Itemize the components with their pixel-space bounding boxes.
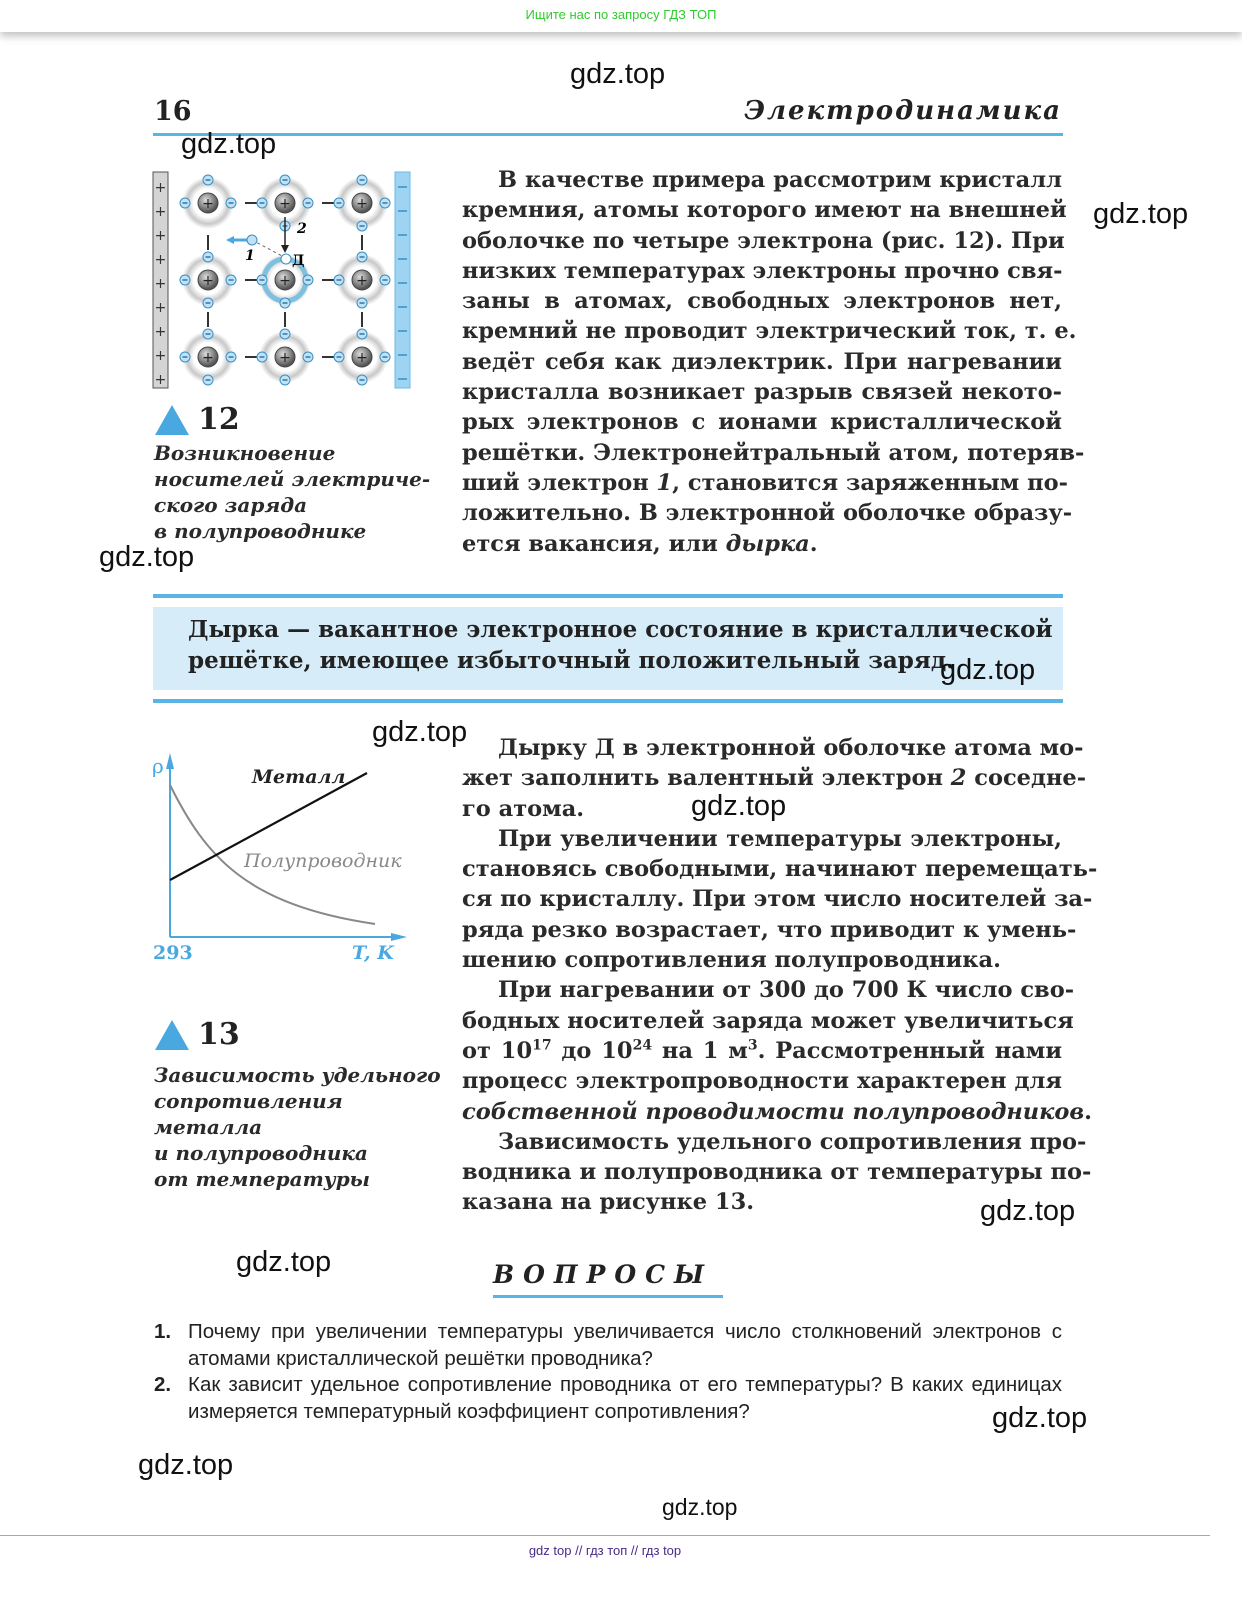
text-segment: бодных носителей заряда может увеличиться (462, 1007, 1074, 1034)
text-segment: ся по кристаллу. При этом число носителей за- (462, 886, 1093, 913)
electron (203, 252, 213, 262)
page-number: 16 (154, 96, 192, 127)
text-segment: на 1 м (652, 1037, 748, 1064)
electron (257, 275, 267, 285)
electron (357, 221, 367, 231)
electron (226, 198, 236, 208)
text-segment: оболочке по четыре электрона (рис. 12). При (462, 227, 1065, 254)
text-line (462, 1006, 1074, 1036)
section-title: Электродинамика (744, 96, 1062, 126)
figure-12-caption: Возникновение носителей электриче- ского заряда в полупроводнике (154, 441, 431, 543)
plus-sign: + (154, 300, 167, 316)
text-segment: кремния, атомы которого имеют на внешней (462, 197, 1067, 224)
text-segment: собственной проводимости полупроводников (462, 1098, 1085, 1125)
watermark: gdz.top (372, 716, 468, 748)
metal-label: Металл (252, 766, 346, 788)
electron (334, 275, 344, 285)
electron (203, 298, 213, 308)
electron (203, 175, 213, 185)
watermark: gdz.top (992, 1402, 1088, 1434)
questions-title: ВОПРОСЫ (493, 1260, 714, 1289)
definition-text: Дырка — вакантное электронное состояние в кристаллической решётке, имеющее избыточный положительный заряд. (188, 616, 1053, 674)
x-origin-label: 293 (153, 942, 193, 964)
electron (226, 275, 236, 285)
text-segment: ложительно. В электронной оболочке образу- (462, 500, 1073, 527)
figure-12-crystal-lattice (150, 165, 420, 395)
svg-text:+: + (279, 273, 291, 289)
text-segment: . Рассмотренный нами (757, 1037, 1063, 1064)
watermark: gdz.top (570, 58, 666, 90)
plus-sign: + (154, 276, 167, 292)
electron (357, 329, 367, 339)
electron (357, 252, 367, 262)
text-segment: решётки. Электронейтральный атом, потеряв- (462, 439, 1085, 466)
svg-text:+: + (356, 273, 368, 289)
text-segment: 2 (950, 765, 967, 792)
question-2: 2. Как зависит удельное сопротивление проводника от его температуры? В каких единицах измеряется температурный коэффициент сопротивления? (154, 1373, 1062, 1423)
definition-bottom-rule (153, 699, 1063, 703)
text-line (462, 316, 1077, 346)
figure-marker-icon (155, 405, 189, 435)
x-axis-label: T, K (352, 942, 394, 964)
electron (380, 198, 390, 208)
watermark: gdz.top (662, 1494, 738, 1520)
text-segment: 17 (532, 1037, 552, 1054)
text-segment: го атома. (462, 795, 585, 822)
electron (280, 298, 290, 308)
text-segment: 3 (747, 1037, 758, 1054)
text-segment: процесс электропроводности характерен для (462, 1068, 1062, 1095)
text-line (462, 468, 1068, 498)
text-line (462, 347, 1062, 377)
text-line (462, 1097, 1092, 1127)
label-hole: Д (292, 253, 305, 269)
svg-text:+: + (202, 273, 214, 289)
text-segment: При нагревании от 300 до 700 К число сво- (498, 977, 1075, 1004)
plus-sign: + (154, 348, 167, 364)
electron (380, 275, 390, 285)
electron (203, 329, 213, 339)
figure-13-number: 13 (198, 1017, 240, 1052)
text-line (462, 854, 1098, 884)
text-line (462, 498, 1073, 528)
semiconductor-label: Полупроводник (244, 850, 402, 872)
footer-links[interactable]: gdz top // гдз топ // гдз top (528, 1543, 682, 1558)
text-segment: до 10 (551, 1037, 633, 1064)
text-segment: При увеличении температуры электроны, (498, 825, 1062, 852)
text-line (462, 1157, 1092, 1187)
watermark: gdz.top (980, 1195, 1076, 1227)
text-line (462, 438, 1085, 468)
watermark: gdz.top (99, 541, 195, 573)
footer-divider (0, 1535, 1210, 1536)
electron (180, 352, 190, 362)
electron (280, 329, 290, 339)
text-segment: кремний не проводит электрический ток, т. е. (462, 318, 1077, 345)
plus-sign: + (154, 372, 167, 388)
text-segment: . (1084, 1098, 1092, 1125)
text-line (462, 1127, 1087, 1157)
electron (180, 275, 190, 285)
banner-text: Ищите нас по запросу ГДЗ ТОП (525, 7, 717, 22)
figure-marker-icon (155, 1020, 189, 1050)
electron (357, 175, 367, 185)
svg-text:+: + (356, 350, 368, 366)
svg-text:+: + (279, 196, 291, 212)
electron (334, 352, 344, 362)
text-line (462, 975, 1075, 1005)
electron (203, 375, 213, 385)
watermark: gdz.top (236, 1246, 332, 1278)
atom (257, 329, 313, 385)
electron (280, 175, 290, 185)
plus-sign: + (154, 324, 167, 340)
atom (334, 329, 390, 385)
text-segment: дырка (725, 530, 810, 557)
question-1: 1. Почему при увеличении температуры увеличивается число столкновений электронов с атомами кристаллической решётки проводника? (154, 1320, 1062, 1370)
watermark: gdz.top (940, 654, 1036, 686)
electron (303, 198, 313, 208)
text-segment: водника и полупроводника от температуры по- (462, 1159, 1092, 1186)
text-segment: ший электрон (462, 469, 657, 496)
figure-12-number: 12 (198, 402, 240, 437)
text-segment: жет заполнить валентный электрон (462, 765, 951, 792)
text-line (462, 377, 1062, 407)
top-banner (0, 0, 1242, 32)
text-segment: ется вакансия, или (462, 530, 726, 557)
text-segment: шению сопротивления полупроводника. (462, 947, 1001, 974)
free-electron (247, 235, 257, 245)
text-segment: низких температурах электроны прочно свя- (462, 257, 1063, 284)
header-divider (153, 133, 1063, 136)
text-segment: кристалла возникает разрыв связей некото- (462, 379, 1062, 406)
text-segment: рых электронов с ионами кристаллической (462, 409, 1062, 436)
svg-text:+: + (202, 350, 214, 366)
atom (334, 252, 390, 308)
label-1: 1 (245, 248, 255, 264)
text-segment: ряда резко возрастает, что приводит к умень- (462, 916, 1077, 943)
figure-13-graph (145, 745, 425, 975)
text-line (462, 824, 1062, 854)
text-line (462, 1066, 1062, 1096)
text-line (462, 733, 1084, 763)
y-axis-label: ρ (152, 754, 164, 778)
text-segment: от 10 (462, 1037, 533, 1064)
text-segment: Дырку Д в электронной оболочке атома мо- (498, 735, 1084, 761)
atom (180, 175, 236, 229)
electron (380, 352, 390, 362)
text-line (462, 195, 1067, 225)
electron (257, 198, 267, 208)
text-line (462, 884, 1093, 914)
svg-text:+: + (356, 196, 368, 212)
electron (303, 275, 313, 285)
text-segment: соседне- (966, 765, 1087, 792)
text-segment: становясь свободными, начинают перемещать- (462, 856, 1098, 883)
text-line (462, 407, 1062, 437)
electron (280, 375, 290, 385)
atom (334, 175, 390, 231)
text-line (462, 945, 1062, 975)
plus-sign: + (154, 180, 167, 196)
text-line (462, 226, 1065, 256)
text-segment: 1 (656, 469, 673, 496)
watermark: gdz.top (1093, 198, 1189, 230)
text-line (462, 256, 1062, 286)
definition-top-rule (153, 594, 1063, 598)
text-line (462, 1036, 1062, 1066)
text-segment: . (809, 530, 818, 557)
watermark: gdz.top (691, 790, 787, 822)
text-segment: заны в атомах, свободных электронов нет, (462, 288, 1062, 315)
electron (334, 198, 344, 208)
questions-underline (493, 1295, 723, 1298)
electron (257, 352, 267, 362)
text-segment: ведёт себя как диэлектрик. При нагревании (462, 348, 1062, 375)
electron (180, 198, 190, 208)
watermark: gdz.top (181, 128, 277, 160)
paragraph-1 (462, 165, 1085, 559)
text-segment: казана на рисунке 13. (462, 1189, 755, 1216)
text-segment: В качестве примера рассмотрим кристалл (498, 167, 1062, 193)
electron (303, 352, 313, 362)
atom (180, 329, 236, 385)
electron (357, 298, 367, 308)
text-line (462, 915, 1077, 945)
electron (357, 375, 367, 385)
atom (180, 252, 236, 308)
hole (281, 254, 291, 264)
text-line (462, 286, 1062, 316)
text-segment: Зависимость удельного сопротивления про- (498, 1128, 1087, 1155)
plus-sign: + (154, 204, 167, 220)
svg-text:+: + (279, 350, 291, 366)
plus-sign: + (154, 252, 167, 268)
svg-text:+: + (202, 196, 214, 212)
text-line (462, 529, 1062, 559)
text-segment: , становится заряженным по- (672, 469, 1068, 496)
text-segment: 24 (632, 1037, 653, 1054)
figure-13-caption: Зависимость удельного сопротивления металла и полупроводника от температуры (154, 1063, 441, 1191)
plus-sign: + (154, 228, 167, 244)
label-2: 2 (297, 221, 307, 237)
watermark: gdz.top (138, 1449, 234, 1481)
electron (226, 352, 236, 362)
text-line (462, 1187, 1062, 1217)
text-line (462, 165, 1062, 195)
